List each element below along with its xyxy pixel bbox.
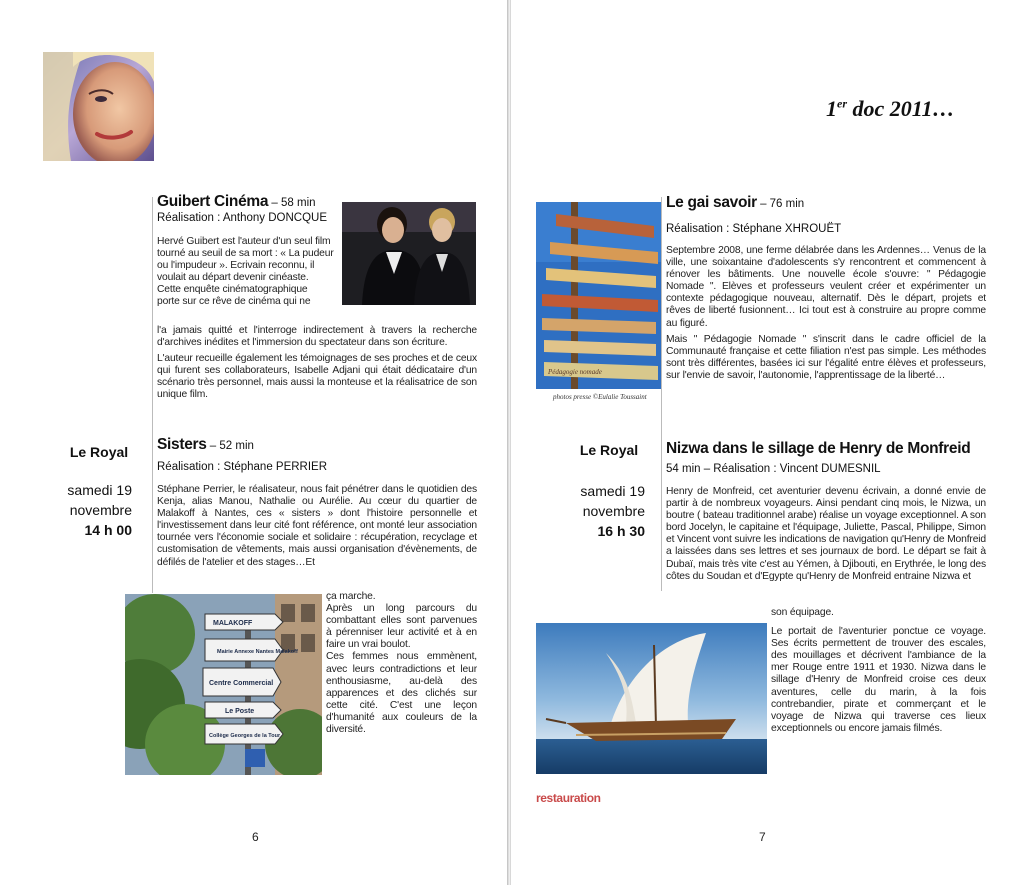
film-synopsis <box>771 607 986 735</box>
film-director: 54 min – Réalisation : Vincent DUMESNIL <box>666 463 881 475</box>
screening-time: 14 h 00 <box>84 522 132 538</box>
sign-text: Le Poste <box>225 708 255 715</box>
synopsis-paragraph: Stéphane Perrier, le réalisateur, nous fait pénétrer dans le quotidien des Kenja, alias Manou, Nathalie ou Aurélie. Au cœur du quartier de Malakoff à Nantes, ces « sisters » dont l'histoire personnelle et l'investissement dans leur cité font référence, ont monté leur association tournée vers l'économie sociale et solidaire : récupération, recyclage et customisation de vêtements, mais aussi organisation d'évènements, de défilés de l'atelier et des stages…Et <box>157 484 477 568</box>
portrait-thumbnail <box>43 52 154 161</box>
film-director: Réalisation : Anthony DONCQUE <box>157 212 328 224</box>
synopsis-paragraph: ça marche. <box>326 591 376 602</box>
synopsis-paragraph: Henry de Monfreid, cet aventurier devenu écrivain, a donné envie de partir à de nombreux voyageurs. Ainsi pendant cinq mois, le Nizwa, un boutre ( bateau traditionnel arabe) réalise un voyage exceptionnel. A son bord Jocelyn, le capitaine et l'équipage, Juliette, Pascal, Philippe, Simon et Vincent vont suivre les indications de navigation qu'Henry de Monfreid a laissées dans ses lettres et ses journaux de bord. Le départ se fait à Dubaï, mais très vite c'est au Yémen, à Djibouti, en Erythrée, le long des côtes du Soudan et d'Egypte qu'Henry de Monfreid entraine Nizwa et <box>666 486 986 582</box>
film-duration: – 76 min <box>756 198 805 210</box>
film-director: Réalisation : Stéphane PERRIER <box>157 461 328 473</box>
film-title: Guibert Cinéma – 58 min <box>157 193 316 210</box>
page-number: 6 <box>252 830 259 844</box>
synopsis-paragraph: son équipage. <box>771 607 834 618</box>
screening-date: samedi 19 novembre 14 h 00 <box>30 480 132 540</box>
film-synopsis <box>157 484 477 569</box>
sign-text: Centre Commercial <box>209 680 274 687</box>
film-synopsis <box>157 325 477 406</box>
film-duration: – 58 min <box>268 197 316 209</box>
film-still-sisters <box>125 594 322 775</box>
film-director: Réalisation : Stéphane XHROUËT <box>666 223 842 235</box>
film-title: Le gai savoir – 76 min <box>666 194 805 211</box>
film-synopsis <box>157 236 337 309</box>
film-still-guibert <box>342 202 476 305</box>
synopsis-paragraph: Après un long parcours du combattant elles sont parvenues à pérenniser leur activité et à en faire un vrai boulot. <box>326 603 477 651</box>
synopsis-paragraph: Mais " Pédagogie Nomade " s'inscrit dans le cadre officiel de la Communauté française et cette filiation n'est pas simple. Les méthodes sont très différentes, basées ici sur l'égalité entre élèves et professeurs, sur l'envie de savoir, l'autonomie, l'apprentissage de la liberté… <box>666 333 986 381</box>
synopsis-paragraph: L'auteur recueille également les témoignages de ses proches et de ceux qui furent ses collaborateurs, Isabelle Adjani qui était dédicataire d'un scénario très personnel, mais aussi la monteuse et la réalisatrice de son unique film. <box>157 353 477 401</box>
synopsis-paragraph: Le portait de l'aventurier ponctue ce voyage. Ses écrits permettent de trouver des escales, des mouillages et décrivent l'ambiance de la mer Rouge entre 1911 et 1930. Nizwa dans le sillage d'Henry de Monfreid croise ces deux aventures, celle du marin, à la fois contrebandier, pirate et commerçant et le voyage de Nizwa qui traverse ces lieux exceptionnels ou encore jamais filmés. <box>771 626 986 734</box>
photo-credit: photos presse ©Eulalie Toussaint <box>553 393 647 401</box>
left-page <box>0 0 507 885</box>
film-title: Sisters – 52 min <box>157 436 254 453</box>
synopsis-paragraph: l'a jamais quitté et l'interroge indirectement à travers la recherche d'archives inédites et l'immersion du spectateur dans son écriture. <box>157 325 477 349</box>
synopsis-paragraph: Septembre 2008, une ferme délabrée dans les Ardennes… Venus de la ville, une soixantaine d'adolescents s'y rencontrent et commencent à rénover les bâtiments. Une nouvelle école s'ouvre: " Pédagogie Nomade ". Elèves et professeurs veulent créer et expérimenter un contexte pédagogique nouveau, alternatif. Dès le départ, projets et rêves de liberté fusionnent… Ici tout est à construire au propre comme au figuré. <box>666 245 986 329</box>
film-still-nizwa <box>536 623 767 774</box>
screening-date: samedi 19 novembre 16 h 30 <box>543 481 645 541</box>
plank-text: Pédagogie nomade <box>548 368 602 376</box>
synopsis-paragraph: Ces femmes nous emmènent, avec leurs contradictions et leur enthousiasme, au-delà des apparences et des clichés sur cette cité. C'est une leçon d'humanité aux couleurs de la diversité. <box>326 651 477 736</box>
film-still-gai-savoir <box>536 202 661 389</box>
sign-text: MALAKOFF <box>213 620 253 627</box>
page-number: 7 <box>759 830 766 844</box>
synopsis-line: voulait au départ devenir cinéaste. <box>157 272 309 284</box>
right-page <box>511 0 1015 885</box>
film-title: Nizwa dans le sillage de Henry de Monfreid <box>666 440 971 457</box>
film-synopsis <box>666 486 986 583</box>
synopsis-line: Hervé Guibert est l'auteur d'un seul film <box>157 236 331 247</box>
film-duration: – 52 min <box>206 440 254 452</box>
screening-time: 16 h 30 <box>597 523 645 539</box>
synopsis-line: tourné au seuil de sa mort : « La pudeur <box>157 248 334 260</box>
sign-text: Mairie Annexe Nantes Malakoff <box>217 649 298 655</box>
page-header: 1er doc 2011… <box>826 96 955 121</box>
film-synopsis <box>326 591 477 736</box>
column-rule <box>152 197 153 593</box>
screening-venue: Le Royal <box>579 442 639 458</box>
restauration-tag: restauration <box>536 791 601 805</box>
synopsis-line: ou l'impudeur ». Ecrivain reconnu, il <box>157 260 315 272</box>
synopsis-line: Cette enquête cinématographique <box>157 284 308 296</box>
column-rule <box>661 197 662 591</box>
sign-text: Collège Georges de la Tour <box>209 733 281 739</box>
synopsis-line: porte sur ce rêve de cinéma qui ne <box>157 296 311 308</box>
screening-venue: Le Royal <box>69 444 129 460</box>
film-synopsis <box>666 245 986 386</box>
